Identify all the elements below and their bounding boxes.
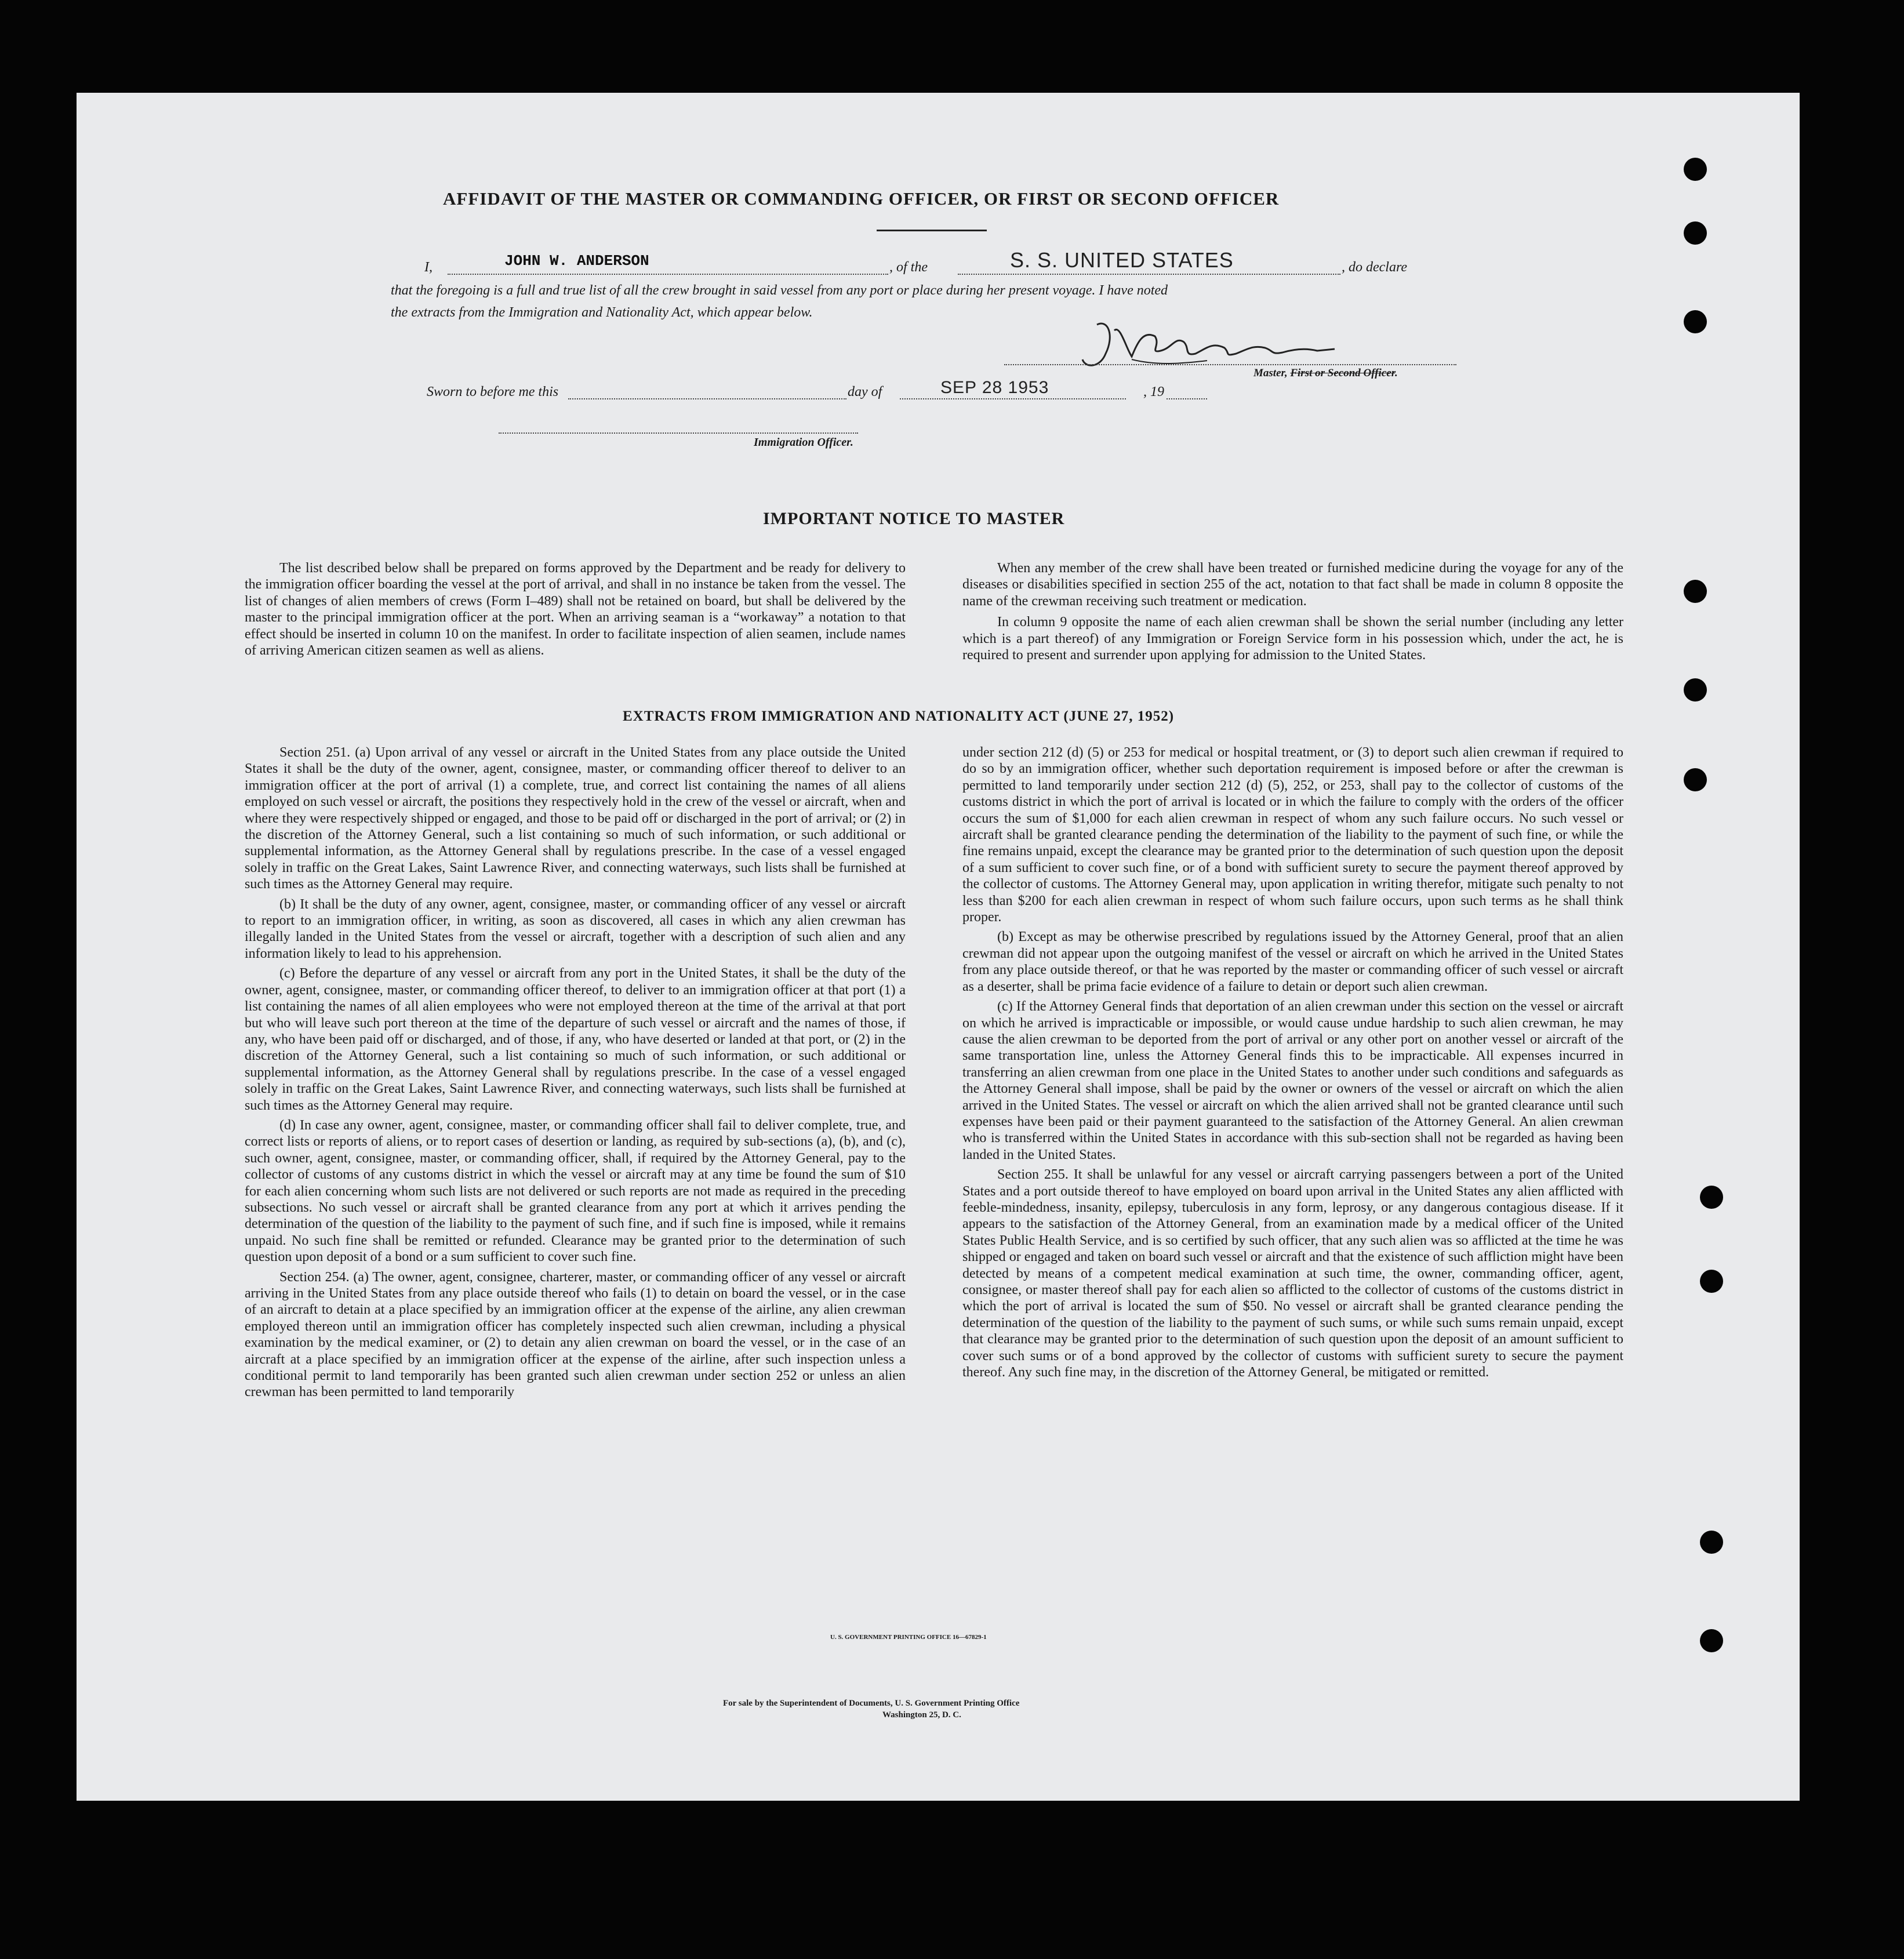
sworn-day-line [568,398,846,399]
punch-hole [1700,1270,1723,1293]
notice-left-column [245,560,906,662]
master-label: Master, [1253,367,1288,379]
punch-hole [1684,678,1707,702]
do-declare-label: , do declare [1342,260,1408,275]
notice-right-paragraph-1: When any member of the crew shall have been treated or furnished medicine during the voyage for any of the diseases or disabilities specified in section 255 of the act, notation to that fact shall be made in column 8 opposite the name of the crewman receiving such treatment or medication. [962,561,1623,609]
title-rule [877,230,987,231]
punch-hole [1684,221,1707,245]
section-254c: (c) If the Attorney General finds that deportation of an alien crewman under this section on the vessel or aircraft on which he arrived is impracticable or impossible, or would cause undue hardship to such alien crewman, he may cause the alien crewman to be deported from the port of arrival or any other port on another vessel or aircraft of the same transportation line, unless the Attorney General finds this to be impracticable. All expenses incurred in transferring an alien crewman from one place in the United States to another under such conditions and safeguards as the Attorney General shall impose, shall be paid by the owner or owners of the vessel or aircraft on which the alien arrived in the United States. The vessel or aircraft on which the alien arrived shall not be granted clearance until such expenses have been paid or their payment guaranteed to the satisfaction of the Attorney General. An alien crewman who is transferred within the United States in accordance with this sub-section shall not be regarded as having been landed in the United States. [962,999,1623,1162]
punch-hole [1684,310,1707,333]
year-label: , 19 [1143,384,1164,399]
extracts-right-column [962,744,1623,1384]
punch-hole [1684,580,1707,603]
master-label-end: . [1395,367,1398,379]
section-251b: (b) It shall be the duty of any owner, agent, consignee, master, or commanding officer of any vessel or aircraft to report to an immigration officer, in writing, as soon as discovered, all cases in which any alien crewman has illegally landed in the United States from the vessel or aircraft, together with a description of such alien and any information likely to lead to his apprehension. [245,896,906,961]
section-255: Section 255. It shall be unlawful for any vessel or aircraft carrying passengers between a port of the United States and a port outside thereof to have employed on board upon arrival in the United States any alien afflicted with feeble-mindedness, insanity, epilepsy, tuberculosis in any form, leprosy, or any dangerous contagious disease. If it appears to the satisfaction of the Attorney General, from an examination made by a medical officer of the United States Public Health Service, and is so certified by such officer, that any such alien was so afflicted at the time he was shipped or engaged and taken on board such vessel or aircraft and that the existence of such affliction might have been detected by means of a competent medical examination at such time, the owner, commanding officer, agent, consignee, or master thereof shall pay for each alien so afflicted to the collector of customs of the customs district in which the port of arrival is located the sum of $50. No vessel or aircraft shall be granted clearance pending the determination of the question of the liability to the payment of such sums, or while such sums remain unpaid, except that clearance may be granted prior to the determination of such question upon the deposit of an amount sufficient to cover such sums or of a bond approved by the collector of customs with sufficient surety to secure the payment thereof. Any such fine may, in the discretion of the Attorney General, be mitigated or remitted. [962,1167,1623,1380]
signature-line [1004,364,1456,365]
punch-hole [1684,158,1707,181]
notice-right-column [962,560,1623,667]
notice-left-paragraph: The list described below shall be prepared on forms approved by the Department and be ready for delivery to the immigration officer boarding the vessel at the port of arrival, and shall in no instance be taken from the vessel. The list of changes of alien members of crews (Form I–489) shall not be retained on board, but shall be delivered by the master to the principal immigration officer at the port. When an arriving seaman is a “workaway” a notation to that effect should be inserted in column 10 on the manifest. In order to facilitate inspection of alien seamen, include names of arriving American citizen seamen as well as aliens. [245,561,906,659]
master-name[interactable]: JOHN W. ANDERSON [504,252,649,270]
struck-officer-label: First or Second Officer [1290,367,1396,379]
notice-title: IMPORTANT NOTICE TO MASTER [763,509,1065,528]
sworn-date-stamp[interactable]: SEP 28 1953 [940,378,1049,397]
printer-imprint: U. S. GOVERNMENT PRINTING OFFICE 16—67829-1 [830,1634,987,1641]
punch-hole [1684,768,1707,791]
year-line [1167,398,1207,399]
of-the-label: , of the [889,260,928,275]
section-254b: (b) Except as may be otherwise prescribed by regulations issued by the Attorney General, proof that an alien crewman did not appear upon the outgoing manifest of the vessel or aircraft on which he arrived in the United States from any place outside thereof, or that he was reported by the master or commanding officer of such vessel or aircraft as a deserter, shall be prima facie evidence of a failure to detain or deport such alien crewman. [962,929,1623,994]
punch-hole [1700,1531,1723,1554]
document-page [77,93,1800,1801]
day-of-label: day of [848,384,882,399]
immigration-officer-label: Immigration Officer. [754,436,853,449]
section-251c: (c) Before the departure of any vessel or aircraft from any port in the United States, it shall be the duty of the owner, agent, consignee, master, or commanding officer thereof, to deliver to an immigration officer at that port (1) a list containing the names of all alien employees who were not employed thereon at the time of the arrival at that port but who will leave such port thereon at the time of the departure of such vessel or aircraft and the names of those, if any, who have been paid off or discharged, and of those, if any, who have deserted or landed at that port, or (2) in the discretion of the Attorney General, such a list containing so much of such information, or such additional or supplemental information, as the Attorney General shall by regulations prescribe. In the case of a vessel engaged solely in traffic on the Great Lakes, Saint Lawrence River, and connecting waterways, such lists shall be furnished at such times as the Attorney General may require. [245,966,906,1113]
declaration-line-2: that the foregoing is a full and true list of all the crew brought in said vessel from any port or place during her present voyage. I have noted [391,283,1168,298]
sale-address: Washington 25, D. C. [882,1710,961,1720]
extracts-title: EXTRACTS FROM IMMIGRATION AND NATIONALITY ACT (JUNE 27, 1952) [623,708,1175,724]
punch-hole [1700,1186,1723,1209]
date-line [900,398,1126,399]
vessel-line [958,274,1340,275]
section-251a: Section 251. (a) Upon arrival of any vessel or aircraft in the United States from any place outside the United States it shall be the duty of the owner, agent, consignee, master, or commanding officer thereof to deliver to an immigration officer at the port of arrival (1) a complete, true, and correct list containing the names of all aliens employed on such vessel or aircraft, the positions they respectively hold in the crew of the vessel or aircraft, when and where they were respectively shipped or engaged, and those to be paid off or discharged in the port of arrival; or (2) in the discretion of the Attorney General, such a list containing so much of such information, or such additional or supplemental information, as the Attorney General shall by regulations prescribe. In the case of a vessel engaged solely in traffic on the Great Lakes, Saint Lawrence River, and connecting waterways, such lists shall be furnished at such times as the Attorney General may require. [245,745,906,892]
punch-hole [1700,1629,1723,1652]
name-line [448,274,888,275]
vessel-name[interactable]: S. S. UNITED STATES [1010,248,1234,272]
i-label: I, [424,260,433,275]
sworn-label: Sworn to before me this [427,384,559,399]
declaration-line-3: the extracts from the Immigration and Nationality Act, which appear below. [391,305,813,320]
section-251d: (d) In case any owner, agent, consignee, master, or commanding officer shall fail to deliver complete, true, and correct lists or reports of aliens, or to report cases of desertion or landing, as required by sub-sections (a), (b), and (c), such owner, agent, consignee, master, or commanding officer, shall, if required by the Attorney General, pay to the collector of customs of any customs district in which the vessel or aircraft may at any time be found the sum of $10 for each alien concerning whom such lists are not delivered or such reports are not made as required in the preceding subsections. No such vessel or aircraft shall be granted clearance from any port at which it arrives pending the determination of the question of the liability to the payment of such fine, and if such fine is imposed, while it remains unpaid. No such fine shall be remitted or refunded. Clearance may be granted prior to the determination of such question upon deposit of a bond or a sum sufficient to cover such fine. [245,1117,906,1265]
notice-right-paragraph-2: In column 9 opposite the name of each alien crewman shall be shown the serial number (including any letter which is a part thereof) of any Immigration or Foreign Service form in his possession which, under the act, he is required to present and surrender upon applying for admission to the United States. [962,615,1623,663]
sale-notice: For sale by the Superintendent of Documents, U. S. Government Printing Office [723,1699,1020,1708]
extracts-left-column [245,744,906,1404]
section-254a: Section 254. (a) The owner, agent, consignee, charterer, master, or commanding officer of any vessel or aircraft arriving in the United States from any place outside thereof who fails (1) to detain on board the vessel, or in the case of an aircraft to detain at a place specified by an immigration officer at the expense of the airline, any alien crewman employed thereon until an immigration officer has completely inspected such alien crewman, including a physical examination by the medical examiner, or (2) to detain any alien crewman on board the vessel, or in the case of an aircraft at a place specified by an immigration officer at the expense of the airline, after such inspection unless a conditional permit to land temporarily has been granted such alien crewman under section 252 or unless an alien crewman has been permitted to land temporarily [245,1269,906,1400]
officer-signature-line [499,432,858,434]
affidavit-title: AFFIDAVIT OF THE MASTER OR COMMANDING OFFICER, OR FIRST OR SECOND OFFICER [443,188,1280,209]
master-title-label [1253,367,1398,380]
section-254a-cont: under section 212 (d) (5) or 253 for medical or hospital treatment, or (3) to deport such alien crewman if required to do so by an immigration officer, whether such deportation requirement is imposed before or after the crewman is permitted to land temporarily under section 212 (d) (5), 252, or 253, shall pay to the collector of customs of the customs district in which the port of arrival is located or in which the failure to comply with the orders of the officer occurs the sum of $1,000 for each alien crewman in respect of whom any such failure occurs. No such vessel or aircraft shall be granted clearance pending the determination of the liability to the payment of such fine, or while the fine remains unpaid, except the clearance may be granted prior to the determination of such question upon the deposit of a sum sufficient to cover such fine, or of a bond with sufficient surety to secure the payment thereof approved by the collector of customs. The Attorney General may, upon application in writing therefor, mitigate such penalty to not less than $200 for each alien crewman in respect of whom such failure occurs, upon such terms as he shall think proper. [962,745,1623,925]
